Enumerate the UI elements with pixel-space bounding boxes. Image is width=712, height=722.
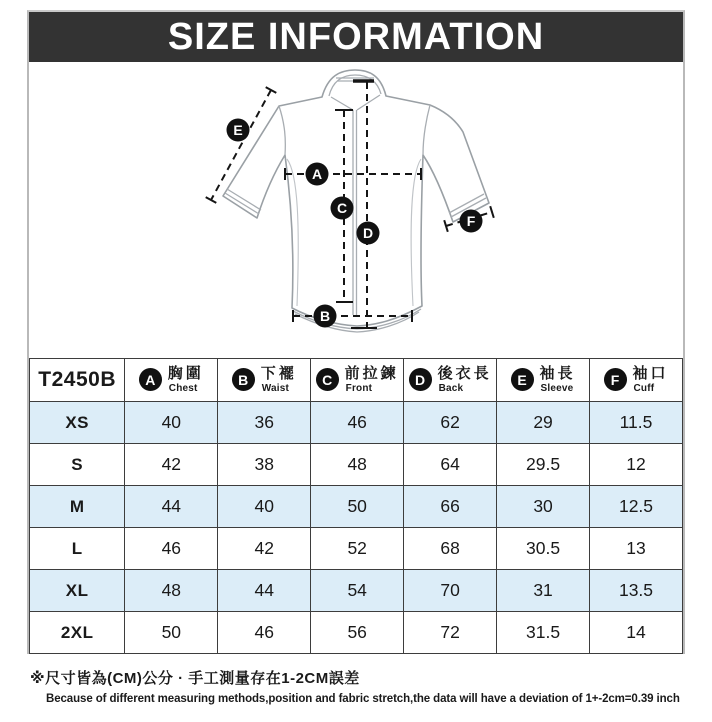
cell-s-back: 64 [404, 444, 497, 486]
diagram-label-c [331, 197, 354, 220]
svg-text:E: E [233, 122, 243, 138]
cell-xs-front: 46 [311, 402, 404, 444]
cell-l-chest: 46 [125, 528, 218, 570]
cell-l-waist: 42 [218, 528, 311, 570]
cell-l-back: 68 [404, 528, 497, 570]
col-header-back [404, 359, 497, 402]
cell-xs-back: 62 [404, 402, 497, 444]
footnote-zh: ※尺寸皆為(CM)公分 · 手工測量存在1-2CM誤差 [30, 670, 360, 687]
cell-xs-chest: 40 [125, 402, 218, 444]
svg-text:C: C [336, 200, 348, 216]
cell-m-chest: 44 [125, 486, 218, 528]
cell-2xl-waist: 46 [218, 612, 311, 654]
cell-xs-waist: 36 [218, 402, 311, 444]
col-cuff-zh: 袖口 [632, 365, 669, 382]
diagram-label-d [357, 222, 380, 245]
cell-m-waist: 40 [218, 486, 311, 528]
col-waist-en: Waist [261, 382, 290, 394]
cell-s-chest: 42 [125, 444, 218, 486]
cell-xl-sleeve: 31 [497, 570, 590, 612]
col-back-en: Back [438, 382, 464, 394]
cell-xs-sleeve: 29 [497, 402, 590, 444]
cell-s-front: 48 [311, 444, 404, 486]
col-header-front [311, 359, 404, 402]
cell-m-cuff: 12.5 [590, 486, 683, 528]
diagram-label-a [306, 163, 329, 186]
col-cuff-en: Cuff [633, 382, 655, 394]
cell-l-cuff: 13 [590, 528, 683, 570]
label-b-badge: B [232, 368, 255, 391]
table-row-2xl [30, 612, 683, 654]
size-label: 2XL [30, 612, 125, 654]
cell-2xl-cuff: 14 [590, 612, 683, 654]
cell-l-front: 52 [311, 528, 404, 570]
cell-xs-cuff: 11.5 [590, 402, 683, 444]
cell-xl-back: 70 [404, 570, 497, 612]
col-waist-zh: 下襬 [260, 365, 297, 382]
product-code: T2450B [30, 359, 125, 402]
size-label: XL [30, 570, 125, 612]
label-c-badge: C [316, 368, 339, 391]
col-front-en: Front [345, 382, 373, 394]
size-label: M [30, 486, 125, 528]
svg-text:B: B [319, 308, 331, 324]
col-front-zh: 前拉鍊 [344, 365, 399, 382]
col-sleeve-zh: 袖長 [539, 365, 576, 382]
table-row-s [30, 444, 683, 486]
cell-2xl-back: 72 [404, 612, 497, 654]
jersey-diagram-area [29, 62, 683, 358]
page-title: SIZE INFORMATION [29, 12, 683, 62]
col-header-chest [125, 359, 218, 402]
diagram-label-b [314, 305, 337, 328]
col-sleeve-en: Sleeve [540, 382, 574, 394]
label-d-badge: D [409, 368, 432, 391]
cell-s-waist: 38 [218, 444, 311, 486]
cell-s-sleeve: 29.5 [497, 444, 590, 486]
size-table-header-row [30, 359, 683, 402]
table-row-xs [30, 402, 683, 444]
col-back-zh: 後衣長 [437, 365, 492, 382]
cell-s-cuff: 12 [590, 444, 683, 486]
size-label: S [30, 444, 125, 486]
col-header-cuff [590, 359, 683, 402]
cell-2xl-sleeve: 31.5 [497, 612, 590, 654]
cell-m-sleeve: 30 [497, 486, 590, 528]
content-frame [27, 10, 685, 654]
col-header-waist [218, 359, 311, 402]
size-label: XS [30, 402, 125, 444]
col-chest-en: Chest [168, 382, 198, 394]
table-row-xl [30, 570, 683, 612]
cell-2xl-front: 56 [311, 612, 404, 654]
footnotes [30, 667, 706, 705]
svg-text:A: A [311, 166, 323, 182]
cell-m-back: 66 [404, 486, 497, 528]
cell-xl-chest: 48 [125, 570, 218, 612]
table-row-m [30, 486, 683, 528]
cell-xl-front: 54 [311, 570, 404, 612]
svg-text:D: D [362, 225, 374, 241]
cell-m-front: 50 [311, 486, 404, 528]
col-header-sleeve [497, 359, 590, 402]
svg-text:F: F [466, 213, 476, 229]
col-chest-zh: 胸圍 [167, 365, 204, 382]
footnote-en: Because of different measuring methods,position and fabric stretch,the data will have a deviation of 1+-2cm=0.39 inch [46, 693, 680, 705]
label-a-badge: A [139, 368, 162, 391]
size-label: L [30, 528, 125, 570]
size-table [29, 358, 683, 654]
table-row-l [30, 528, 683, 570]
cell-xl-cuff: 13.5 [590, 570, 683, 612]
jersey-diagram [180, 64, 532, 356]
label-e-badge: E [511, 368, 534, 391]
cell-l-sleeve: 30.5 [497, 528, 590, 570]
diagram-label-e [227, 119, 250, 142]
cell-xl-waist: 44 [218, 570, 311, 612]
label-f-badge: F [604, 368, 627, 391]
diagram-label-f [460, 210, 483, 233]
cell-2xl-chest: 50 [125, 612, 218, 654]
